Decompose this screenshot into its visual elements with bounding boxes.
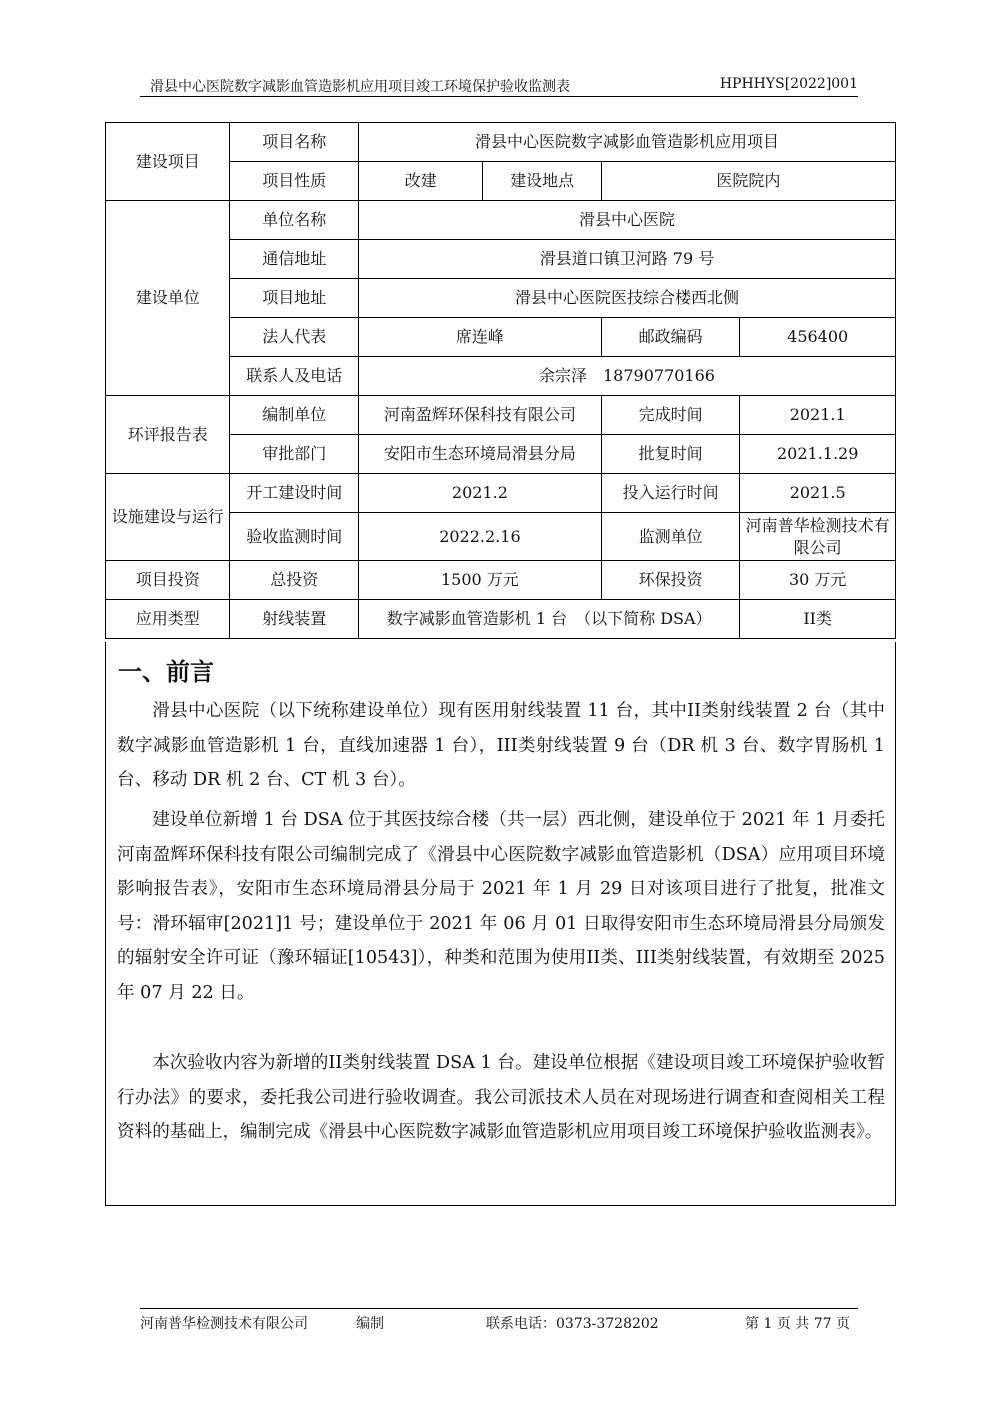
table-row [106,561,896,600]
footer-compiled: 编制 [356,1316,384,1332]
section-label: 环评报告表 [106,396,230,474]
table-row [106,201,896,240]
footer-phone: 联系电话：0373-3728202 [486,1316,659,1332]
project-info-table [105,122,896,639]
intro-paragraph-1: 滑县中心医院（以下统称建设单位）现有医用射线装置 11 台，其中II类射线装置 2 台（其中数字减影血管造影机 1 台，直线加速器 1 台），III类射线装置 9 台（DR 机 3 台、数字胃肠机 1 台、移动 DR 机 2 台、CT 机 3 台）。 [117,701,885,790]
field-label: 验收监测时间 [230,513,358,561]
table-row [106,474,896,513]
field-label: 项目地址 [230,279,358,318]
page-footer [140,1308,858,1333]
field-label: 监测单位 [601,513,740,561]
field-value: 2021.5 [740,474,896,513]
field-label: 建设地点 [483,162,601,201]
field-label: 射线装置 [230,600,358,639]
field-value: II类 [740,600,896,639]
field-label: 批复时间 [601,435,740,474]
intro-section [105,642,896,1206]
section-label: 设施建设与运行 [106,474,230,561]
field-value: 安阳市生态环境局滑县分局 [358,435,601,474]
field-value: 滑县中心医院 [358,201,895,240]
field-label: 审批部门 [230,435,358,474]
field-value: 席连峰 [358,318,601,357]
table-row [106,600,896,639]
field-value: 数字减影血管造影机 1 台 （以下简称 DSA） [358,600,739,639]
table-row [106,396,896,435]
intro-paragraph-3: 本次验收内容为新增的II类射线装置 DSA 1 台。建设单位根据《建设项目竣工环境保护验收暂行办法》的要求，委托我公司进行验收调查。我公司派技术人员在对现场进行调查和查阅相关工程资料的基础上，编制完成《滑县中心医院数字减影血管造影机应用项目竣工环境保护验收监测表》。 [117,1053,885,1142]
field-label: 邮政编码 [601,318,740,357]
field-label: 投入运行时间 [601,474,740,513]
field-value: 滑县道口镇卫河路 79 号 [358,240,895,279]
field-label: 完成时间 [601,396,740,435]
field-label: 项目名称 [230,123,358,162]
field-value: 滑县中心医院数字减影血管造影机应用项目 [358,123,895,162]
field-value: 医院院内 [601,162,895,201]
field-label: 编制单位 [230,396,358,435]
section-label: 应用类型 [106,600,230,639]
field-value: 2021.2 [358,474,601,513]
field-value: 2022.2.16 [358,513,601,561]
header-title: 滑县中心医院数字减影血管造影机应用项目竣工环境保护验收监测表 [150,79,570,95]
field-value: 1500 万元 [358,561,601,600]
field-label: 项目性质 [230,162,358,201]
field-label: 单位名称 [230,201,358,240]
field-value: 滑县中心医院医技综合楼西北侧 [358,279,895,318]
header-code: HPHHYS[2022]001 [719,76,858,92]
page-header [140,76,858,97]
field-value: 30 万元 [740,561,896,600]
field-value: 河南盈辉环保科技有限公司 [358,396,601,435]
section-label: 项目投资 [106,561,230,600]
footer-company: 河南普华检测技术有限公司 [140,1316,308,1332]
intro-paragraph-2: 建设单位新增 1 台 DSA 位于其医技综合楼（共一层）西北侧，建设单位于 2021 年 1 月委托河南盈辉环保科技有限公司编制完成了《滑县中心医院数字减影血管造影机（DSA）应用项目环境影响报告表》，安阳市生态环境局滑县分局于 2021 年 1 月 29 日对该项目进行了批复，批准文号：滑环辐审[2021]1 号；建设单位于 2021 年 06 月 01 日取得安阳市生态环境局滑县分局颁发的辐射安全许可证（豫环辐证[10543]），种类和范围为使用II类、III类射线装置，有效期至 2025 年 07 月 22 日。 [117,810,885,1003]
section-label: 建设单位 [106,201,230,396]
field-value: 456400 [740,318,896,357]
field-value: 2021.1.29 [740,435,896,474]
field-label: 联系人及电话 [230,357,358,396]
field-value: 2021.1 [740,396,896,435]
field-label: 总投资 [230,561,358,600]
field-value: 河南普华检测技术有限公司 [740,513,896,561]
footer-page-number: 第 1 页 共 77 页 [745,1316,850,1332]
section-label: 建设项目 [106,123,230,201]
field-label: 法人代表 [230,318,358,357]
section-heading: 一、前言 [118,658,214,686]
field-value: 改建 [358,162,482,201]
field-label: 通信地址 [230,240,358,279]
field-label: 环保投资 [601,561,740,600]
field-label: 开工建设时间 [230,474,358,513]
table-row [106,123,896,162]
field-value: 余宗泽 18790770166 [358,357,895,396]
